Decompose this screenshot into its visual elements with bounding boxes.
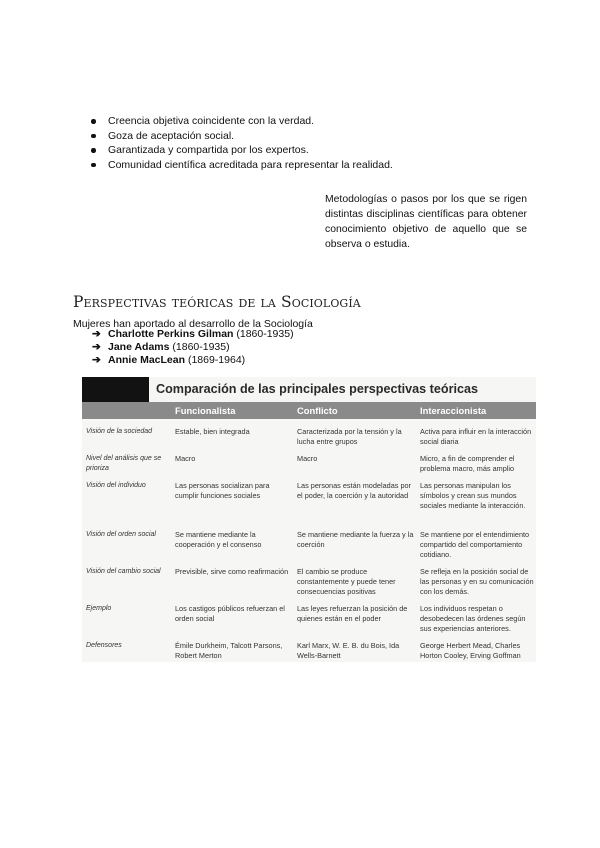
column-header: Conflicto	[297, 405, 338, 416]
women-list-item	[92, 328, 294, 341]
women-list	[92, 328, 294, 368]
column-header: Interaccionista	[420, 405, 487, 416]
bullet-dot-icon	[91, 163, 96, 168]
row-label: Nivel del análisis que se prioriza	[86, 455, 162, 472]
table-cell: Los castigos públicos refuerzan el orden social	[175, 604, 285, 624]
table-cell: Caracterizada por la tensión y la lucha entre grupos	[297, 427, 402, 447]
bullet-item	[88, 114, 393, 129]
bullet-dot-icon	[91, 148, 96, 153]
bullet-dot-icon	[91, 134, 96, 139]
section-title: Perspectivas teóricas de la Sociología	[73, 293, 361, 311]
person-name: Annie MacLean	[108, 354, 186, 367]
arrow-icon: ➔	[92, 341, 101, 354]
person-name: Jane Adams	[108, 341, 170, 354]
table-cell: Karl Marx, W. E. B. du Bois, Ida Wells-Barnett	[297, 641, 400, 661]
table-column-header-row	[82, 402, 536, 419]
bullet-text: Comunidad científica acreditada para representar la realidad.	[108, 158, 393, 171]
table-cell: El cambio se produce constantemente y puede tener consecuencias positivas	[297, 567, 396, 597]
row-label: Visión del individuo	[86, 482, 146, 489]
bullet-dot-icon	[91, 119, 96, 124]
table-cell: Se mantiene mediante la cooperación y el consenso	[175, 530, 262, 550]
table-title: Comparación de las principales perspectivas teóricas	[156, 382, 478, 396]
table-cell: Émile Durkheim, Talcott Parsons, Robert Merton	[175, 641, 283, 661]
comparison-table	[82, 377, 536, 662]
row-label: Defensores	[86, 642, 122, 649]
table-cell: Macro	[297, 454, 318, 463]
person-years: (1860-1935)	[169, 341, 230, 354]
table-cell: Las personas socializan para cumplir funciones sociales	[175, 481, 270, 501]
women-list-item	[92, 341, 294, 354]
arrow-icon: ➔	[92, 354, 101, 367]
table-cell: Micro, a fin de comprender el problema macro, más amplio	[420, 454, 515, 474]
table-cell: Estable, bien integrada	[175, 427, 250, 436]
table-cell: Las personas manipulan los símbolos y crean sus mundos sociales mediante la interacción.	[420, 481, 526, 511]
row-label: Ejemplo	[86, 605, 112, 612]
arrow-icon: ➔	[92, 328, 101, 340]
table-cell: Se mantiene mediante la fuerza y la coerción	[297, 530, 414, 550]
table-cell: Se refleja en la posición social de las personas y en su comunicación con los demás.	[420, 567, 534, 597]
table-header	[82, 377, 536, 402]
bullet-text: Creencia objetiva coincidente con la verdad.	[108, 115, 315, 127]
row-label: Visión del cambio social	[86, 568, 161, 575]
table-cell: Previsible, sirve como reafirmación	[175, 567, 289, 576]
table-cell: Las personas están modeladas por el poder, la coerción y la autoridad	[297, 481, 411, 501]
table-cell: Los individuos respetan o desobedecen las órdenes según sus experiencias anteriores.	[420, 604, 526, 634]
person-years: (1869-1964)	[185, 354, 246, 367]
bullet-text: Garantizada y compartida por los expertos.	[108, 144, 309, 157]
bullet-list	[88, 114, 393, 172]
column-header: Funcionalista	[175, 405, 236, 416]
row-label: Visión de la sociedad	[86, 428, 153, 435]
table-cell: Macro	[175, 454, 196, 463]
person-name: Charlotte Perkins Gilman	[108, 328, 234, 340]
table-cell: Las leyes refuerzan la posición de quienes están en el poder	[297, 604, 408, 624]
table-cell: George Herbert Mead, Charles Horton Cooley, Erving Goffman	[420, 641, 521, 661]
bullet-item	[88, 143, 393, 158]
bullet-text: Goza de aceptación social.	[108, 129, 235, 142]
header-black-block	[82, 377, 149, 402]
person-years: (1860-1935)	[233, 328, 294, 340]
methodology-paragraph: Metodologías o pasos por los que se rigen distintas disciplinas científicas para obtener conocimiento objetivo de aquello que se observa o estudia.	[325, 194, 527, 250]
intro-text: Mujeres han aportado al desarrollo de la Sociología	[73, 318, 313, 330]
women-list-item	[92, 354, 294, 367]
bullet-item	[88, 129, 393, 144]
table-cell: Activa para influir en la interacción social diaria	[420, 427, 532, 447]
table-cell: Se mantiene por el entendimiento compartido del comportamiento cotidiano.	[420, 530, 530, 560]
bullet-item	[88, 158, 393, 173]
row-label: Visión del orden social	[86, 531, 156, 538]
